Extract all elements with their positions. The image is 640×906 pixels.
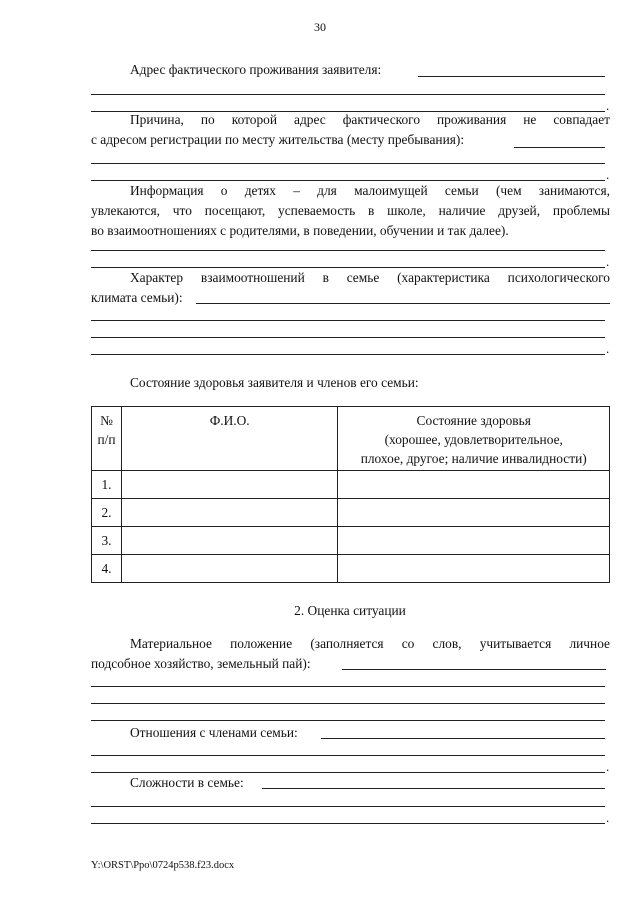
health-cell[interactable] bbox=[338, 471, 610, 499]
address-period: . bbox=[606, 98, 610, 113]
children-line-2: увлекаются, что посещают, успеваемость в школе, наличие друзей, проблемы bbox=[91, 203, 610, 218]
row-number: 2. bbox=[92, 499, 122, 527]
col-number-symbol: № bbox=[100, 413, 113, 428]
row-number: 4. bbox=[92, 555, 122, 583]
col-number-header bbox=[92, 407, 122, 471]
row-number: 1. bbox=[92, 471, 122, 499]
difficulties-field-line-2[interactable] bbox=[91, 806, 605, 807]
health-cell[interactable] bbox=[338, 499, 610, 527]
relations-field-line-4[interactable] bbox=[91, 354, 605, 355]
relations-line-2: климата семьи): bbox=[91, 290, 183, 305]
col-health-options-1: (хорошее, удовлетворительное, bbox=[384, 432, 563, 447]
row-number: 3. bbox=[92, 527, 122, 555]
address-label: Адрес фактического проживания заявителя: bbox=[130, 62, 382, 77]
col-health-options-2: плохое, другое; наличие инвалидности) bbox=[360, 451, 587, 466]
reason-field-line-2[interactable] bbox=[91, 163, 605, 164]
material-field-line-3[interactable] bbox=[91, 703, 605, 704]
relations-line-1: Характер взаимоотношений в семье (характеристика психологического bbox=[130, 270, 610, 285]
reason-field-line-1[interactable] bbox=[514, 147, 605, 148]
health-table bbox=[91, 406, 610, 583]
address-field-line-1[interactable] bbox=[418, 76, 605, 77]
health-label: Состояние здоровья заявителя и членов его семьи: bbox=[130, 375, 419, 390]
family-relations-label: Отношения с членами семьи: bbox=[130, 725, 298, 740]
relations-field-line-2[interactable] bbox=[91, 320, 605, 321]
table-row bbox=[92, 555, 610, 583]
family-relations-period: . bbox=[606, 759, 610, 774]
name-cell[interactable] bbox=[121, 527, 337, 555]
difficulties-period: . bbox=[606, 810, 610, 825]
reason-period: . bbox=[606, 167, 610, 182]
reason-line-1: Причина, по которой адрес фактического проживания не совпадает bbox=[130, 112, 610, 127]
material-line-1: Материальное положение (заполняется со слов, учитывается личное bbox=[130, 636, 610, 651]
relations-field-line-3[interactable] bbox=[91, 337, 605, 338]
file-path-footer: Y:\ORST\Ppo\0724p538.f23.docx bbox=[91, 860, 235, 871]
material-field-line-1[interactable] bbox=[342, 669, 606, 670]
name-cell[interactable] bbox=[121, 555, 337, 583]
col-health-title: Состояние здоровья bbox=[416, 413, 531, 428]
health-cell[interactable] bbox=[338, 555, 610, 583]
children-line-3: во взаимоотношениях с родителями, в поведении, обучении и так далее). bbox=[91, 223, 509, 238]
page-number: 30 bbox=[314, 20, 326, 34]
material-line-2: подсобное хозяйство, земельный пай): bbox=[91, 656, 311, 671]
relations-period: . bbox=[606, 341, 610, 356]
reason-line-2: с адресом регистрации по месту жительства (месту пребывания): bbox=[91, 132, 465, 147]
children-field-line-1[interactable] bbox=[91, 250, 605, 251]
address-field-line-2[interactable] bbox=[91, 94, 605, 95]
family-relations-field-line-1[interactable] bbox=[321, 738, 605, 739]
col-name-header: Ф.И.О. bbox=[121, 407, 337, 471]
name-cell[interactable] bbox=[121, 471, 337, 499]
col-health-header bbox=[338, 407, 610, 471]
name-cell[interactable] bbox=[121, 499, 337, 527]
relations-field-line-1[interactable] bbox=[196, 303, 610, 304]
children-period: . bbox=[606, 254, 610, 269]
section-heading: 2. Оценка ситуации bbox=[294, 603, 406, 618]
children-line-1: Информация о детях – для малоимущей семьи (чем занимаются, bbox=[130, 183, 610, 198]
col-number-abbr: п/п bbox=[97, 432, 116, 447]
material-field-line-4[interactable] bbox=[91, 720, 605, 721]
difficulties-field-line-1[interactable] bbox=[262, 788, 605, 789]
health-table-header bbox=[92, 407, 610, 471]
difficulties-field-line-3[interactable] bbox=[91, 823, 605, 824]
table-row bbox=[92, 471, 610, 499]
health-cell[interactable] bbox=[338, 527, 610, 555]
table-row bbox=[92, 527, 610, 555]
family-relations-field-line-2[interactable] bbox=[91, 755, 605, 756]
difficulties-label: Сложности в семье: bbox=[130, 775, 244, 790]
material-field-line-2[interactable] bbox=[91, 686, 605, 687]
table-row bbox=[92, 499, 610, 527]
